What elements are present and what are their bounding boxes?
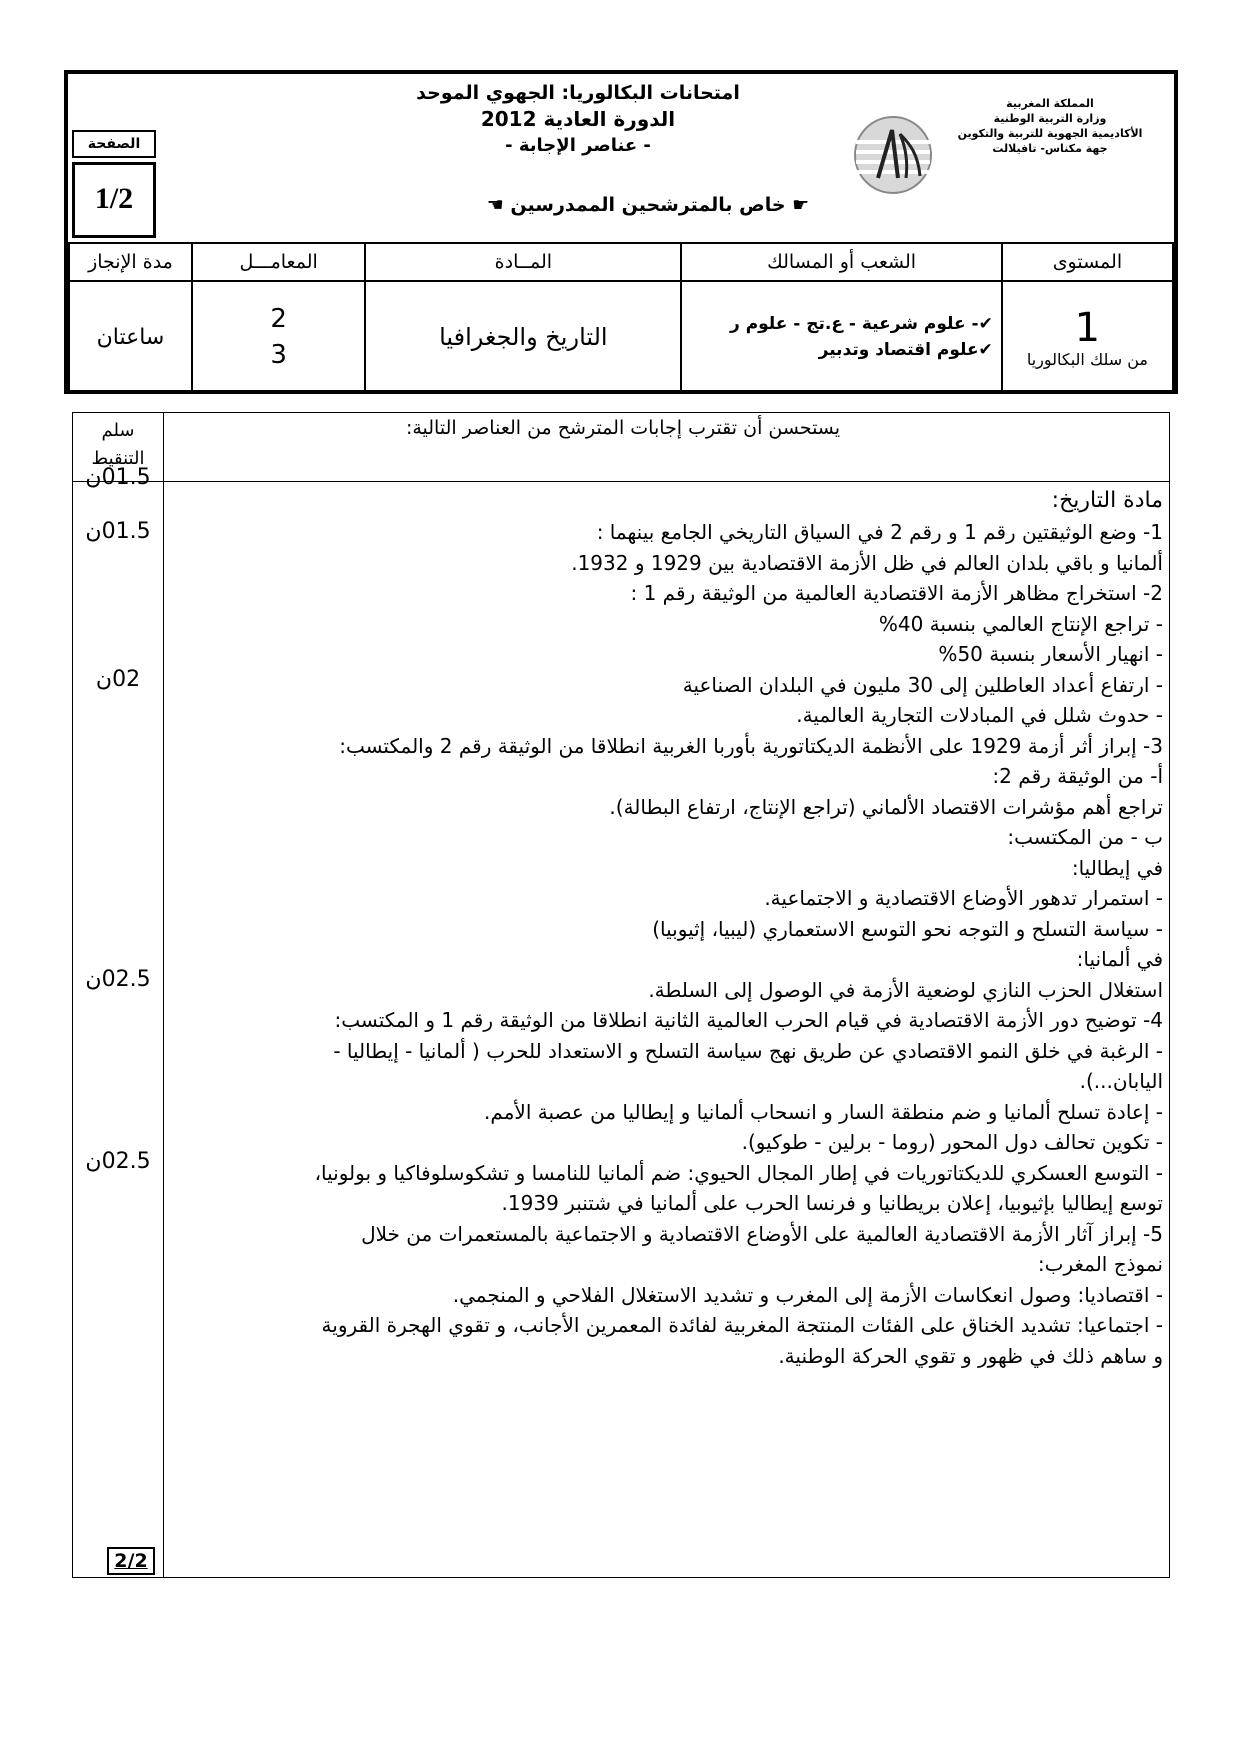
answer-line: 5- إبراز آثار الأزمة الاقتصادية العالمية على الأوضاع الاقتصادية و الاجتماعية بالمستعمرات من خلال xyxy=(361,1221,1163,1246)
page-label: الصفحة xyxy=(72,130,156,158)
session-title: الدورة العادية 2012 xyxy=(480,107,676,131)
info-header-row xyxy=(69,243,1173,281)
tracks-cell xyxy=(681,281,1001,393)
answer-line: - التوسع العسكري للديكتاتوريات في إطار المجال الحيوي: ضم ألمانيا للنامسا و تشكوسلوفاكيا و بولونيا، xyxy=(314,1160,1163,1185)
answer-line: 4- توضيح دور الأزمة الاقتصادية في قيام الحرب العالمية الثانية انطلاقا من الوثيقة رقم 1 و المكتسب: xyxy=(334,1008,1163,1032)
exam-header xyxy=(64,70,1178,394)
answer-line: - تكوين تحالف دول المحور (روما - برلين - طوكيو). xyxy=(741,1130,1163,1154)
answer-line: - سياسة التسلح و التوجه نحو التوسع الاستعماري (ليبيا، إثيوبيا) xyxy=(652,916,1163,941)
track-line: ✔علوم اقتصاد وتدبير xyxy=(818,340,993,360)
duration-header: مدة الإنجاز xyxy=(69,243,192,281)
score-q2: 01.5ن xyxy=(85,519,151,544)
coefficient-value: 3 xyxy=(270,340,287,370)
academy-logo-icon xyxy=(848,110,938,200)
score-q1: 01.5ن xyxy=(85,465,151,490)
answer-line: - استمرار تدهور الأوضاع الاقتصادية و الاجتماعية. xyxy=(764,886,1163,910)
score-q3: 02ن xyxy=(95,667,141,692)
exam-title: امتحانات البكالوريا: الجهوي الموحد xyxy=(416,82,740,104)
track-line: ✔- علوم شرعية - ع.تج - علوم ر xyxy=(729,314,993,334)
answers-table xyxy=(72,412,1170,1578)
level-cell xyxy=(1002,281,1173,393)
scale-header-line: التنقيط xyxy=(91,448,145,469)
level-text: من سلك البكالوريا xyxy=(1026,349,1148,369)
answer-line: اليابان...). xyxy=(1079,1069,1163,1093)
answer-line: - اقتصاديا: وصول انعكاسات الأزمة إلى المغرب و تشديد الاستغلال الفلاحي و المنجمي. xyxy=(452,1282,1163,1307)
answer-line: 2- استخراج مظاهر الأزمة الاقتصادية العالمية من الوثيقة رقم 1 : xyxy=(630,581,1163,605)
duration-cell: ساعتان xyxy=(69,281,192,393)
coefficient-header: المعامـــل xyxy=(192,243,365,281)
coefficient-value: 2 xyxy=(270,304,287,334)
answer-line: تراجع أهم مؤشرات الاقتصاد الألماني (تراجع الإنتاج، ارتفاع البطالة). xyxy=(609,794,1163,819)
answer-line: - تراجع الإنتاج العالمي بنسبة 40% xyxy=(878,611,1163,636)
answer-elements-title: - عناصر الإجابة - xyxy=(505,135,651,156)
exam-title-block xyxy=(368,80,788,159)
answer-content xyxy=(169,485,1163,1371)
answer-line: استغلال الحزب النازي لوضعية الأزمة في الوصول إلى السلطة. xyxy=(648,977,1163,1002)
answer-line: - ارتفاع أعداد العاطلين إلى 30 مليون في البلدان الصناعية xyxy=(682,672,1163,697)
answer-line: - حدوث شلل في المبادلات التجارية العالمية. xyxy=(796,703,1163,727)
answer-line: 3- إبراز أثر أزمة 1929 على الأنظمة الديكتاتورية بأوربا الغربية انطلاقا من الوثيقة رقم 2 والمكتسب: xyxy=(339,733,1163,758)
answer-line: في إيطاليا: xyxy=(1071,855,1163,880)
answer-line: ب - من المكتسب: xyxy=(1007,825,1163,849)
region-line: جهة مكناس- تافيلالت xyxy=(992,142,1108,155)
answer-line: - اجتماعيا: تشديد الخناق على الفئات المنتجة المغربية لفائدة المعمرين الأجانب، و تقوي الهجرة القروية xyxy=(321,1313,1163,1337)
answer-line: - إعادة تسلح ألمانيا و ضم منطقة السار و انسحاب ألمانيا و إيطاليا من عصبة الأمم. xyxy=(484,1099,1163,1124)
candidates-note: ☛ خاص بالمترشحين الممدرسين ☚ xyxy=(486,194,810,216)
academy-line: الأكاديمية الجهوية للتربية والتكوين xyxy=(957,127,1143,140)
answer-line: - انهيار الأسعار بنسبة 50% xyxy=(938,642,1163,666)
section-title: مادة التاريخ: xyxy=(1051,488,1163,513)
level-number: 1 xyxy=(1074,304,1101,351)
kingdom-line: المملكة المغربية xyxy=(1006,97,1094,110)
kingdom-block xyxy=(940,96,1160,156)
footer-page-number: 2/2 xyxy=(107,1547,155,1575)
coefficient-cell xyxy=(192,281,365,393)
answer-line: في ألمانيا: xyxy=(1076,947,1163,971)
page-number: 1/2 xyxy=(72,162,156,238)
intro-text: يستحسن أن تقترب إجابات المترشح من العناصر التالية: xyxy=(405,417,841,439)
answer-line: - الرغبة في خلق النمو الاقتصادي عن طريق نهج سياسة التسلح و الاستعداد للحرب ( ألمانيا - إيطاليا - xyxy=(333,1038,1163,1063)
header-divider xyxy=(73,481,1169,482)
tracks-header: الشعب أو المسالك xyxy=(681,243,1001,281)
ministry-line: وزارة التربية الوطنية xyxy=(993,112,1107,125)
exam-info-table xyxy=(68,242,1174,394)
answer-line: نموذج المغرب: xyxy=(1037,1252,1163,1276)
column-divider xyxy=(163,413,164,1577)
score-q4: 02.5ن xyxy=(85,967,151,992)
answer-line: أ- من الوثيقة رقم 2: xyxy=(992,764,1163,788)
answer-line: ألمانيا و باقي بلدان العالم في ظل الأزمة الاقتصادية بين 1929 و 1932. xyxy=(571,550,1163,575)
answer-line: توسع إيطاليا بإثيوبيا، إعلان بريطانيا و فرنسا الحرب على ألمانيا في شتنبر 1939. xyxy=(501,1191,1163,1215)
header-top xyxy=(68,74,1174,242)
subject-header: المــادة xyxy=(365,243,681,281)
answer-line: 1- وضع الوثيقتين رقم 1 و رقم 2 في السياق التاريخي الجامع بينهما : xyxy=(596,520,1163,544)
subject-cell: التاريخ والجغرافيا xyxy=(365,281,681,393)
info-body-row xyxy=(69,281,1173,393)
answer-line: و ساهم ذلك في ظهور و تقوي الحركة الوطنية. xyxy=(778,1343,1163,1368)
level-header: المستوى xyxy=(1002,243,1173,281)
score-q5: 02.5ن xyxy=(85,1149,151,1174)
scale-header-line: سلم xyxy=(101,420,135,441)
